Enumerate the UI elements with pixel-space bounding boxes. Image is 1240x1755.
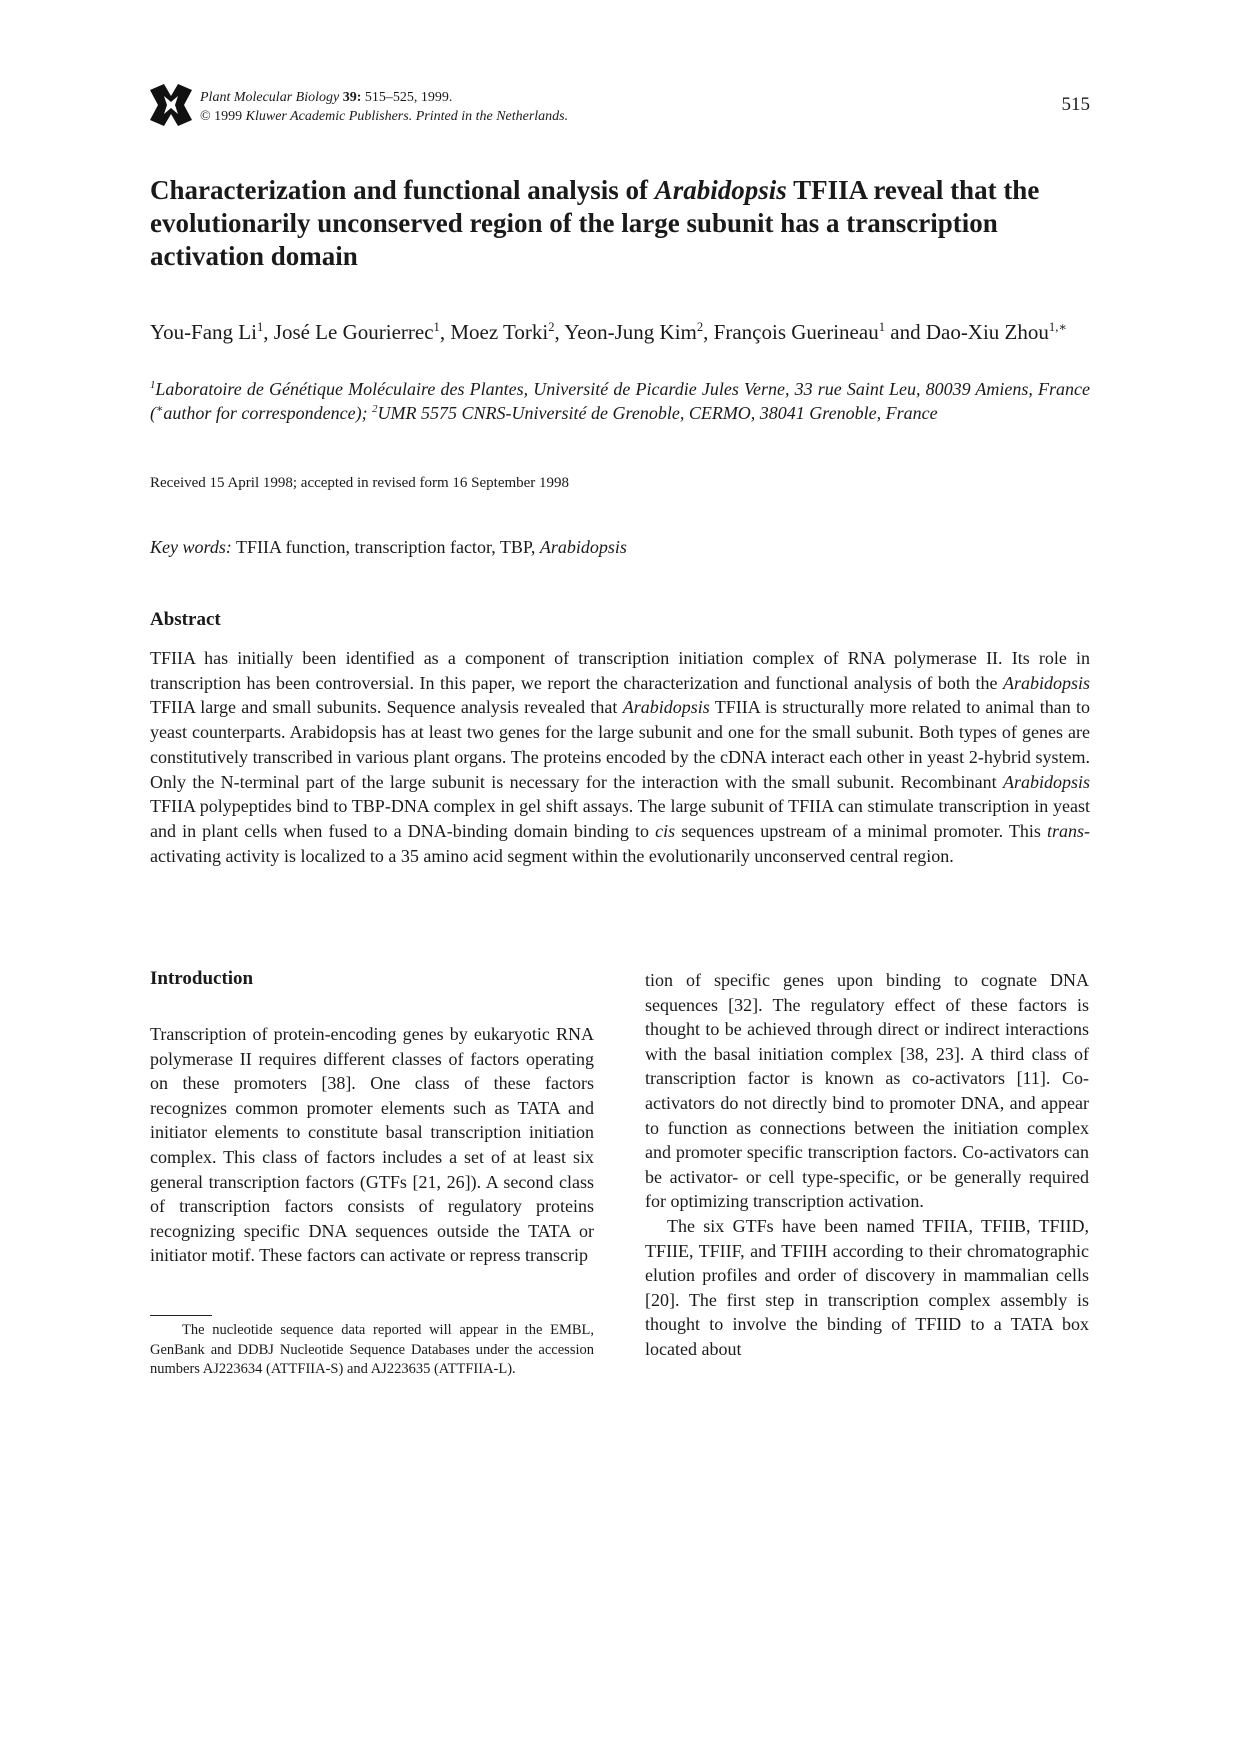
affil-mark-1: 1 <box>150 379 156 391</box>
author <box>450 320 554 344</box>
abstract-italic-term: cis <box>655 820 676 841</box>
abstract-italic-term: Arabidopsis <box>622 697 710 718</box>
author <box>274 320 440 344</box>
intro-paragraph: The six GTFs have been named TFIIA, TFIIB, TFIID, TFIIE, TFIIF, and TFIIH according to their chromatographic elution profiles and order of discovery in mammalian cells [20]. The first step in transcription complex assembly is thought to involve the binding of TFIID to a TATA box located about <box>645 1215 1089 1359</box>
copyright-symbol: © <box>200 109 211 124</box>
page-number: 515 <box>1061 94 1090 115</box>
author-separator: and <box>885 320 926 344</box>
keywords-label: Key words: <box>150 537 232 557</box>
author-name: You-Fang Li <box>150 320 257 344</box>
publisher-logo-icon <box>150 82 192 128</box>
author-name: Dao-Xiu Zhou <box>925 320 1049 344</box>
abstract-italic-term: trans <box>1046 820 1084 841</box>
author <box>926 320 1067 344</box>
journal-line-1 <box>200 88 568 107</box>
title-part-1: Characterization and functional analysis of <box>150 175 655 205</box>
author-affil-mark: 1 <box>878 320 885 334</box>
author <box>150 320 263 344</box>
author-name: Yeon-Jung Kim <box>564 320 697 344</box>
abstract-text: sequences upstream of a minimal promoter. This <box>675 820 1047 841</box>
abstract-italic-term: Arabidopsis <box>1002 771 1090 792</box>
journal-volume: 39: <box>342 90 362 105</box>
journal-pages: 515–525, 1999. <box>364 90 453 105</box>
affil-text-2: author for correspondence); <box>163 403 373 423</box>
footnote-rule <box>150 1315 212 1316</box>
author <box>714 320 885 344</box>
abstract-text: TFIIA is structurally more related to animal than to yeast counterparts. Arabidopsis has at least two genes for the large subunit and one for the small subunit. Both types of genes are constitutively transcribed in various plant organs. The proteins encoded by the cDNA interact each other in yeast 2-hybrid system. Only the N-terminal part of the large subunit is necessary for the interaction with the small subunit. Recombinant <box>150 697 1090 792</box>
author-name: José Le Gourierrec <box>273 320 434 344</box>
title-italic: Arabidopsis <box>654 175 787 205</box>
publisher-logo-graphic <box>150 82 192 128</box>
abstract-text: -activating activity is localized to a 35 amino acid segment within the evolutionarily unconserved central region. <box>150 820 1090 866</box>
author-separator: , <box>554 320 565 344</box>
copyright-year: 1999 <box>214 109 243 124</box>
abstract-italic-term: Arabidopsis <box>1002 672 1090 693</box>
journal-line-2 <box>200 107 568 126</box>
abstract-text: TFIIA has initially been identified as a component of transcription initiation complex of RNA polymerase II. Its role in transcription has been controversial. In this paper, we report the characterization and functional analysis of both the <box>150 648 1090 693</box>
author-affil-mark: 1 <box>256 320 264 334</box>
author <box>564 320 703 344</box>
affiliations <box>150 377 1090 425</box>
keywords-italic: Arabidopsis <box>539 537 627 557</box>
author-name: François Guerineau <box>713 320 879 344</box>
printed-location: Printed in the Netherlands. <box>415 109 569 124</box>
abstract-text: TFIIA polypeptides bind to TBP-DNA complex in gel shift assays. The large subunit of TFIIA can stimulate transcription in yeast and in plant cells when fused to a DNA-binding domain binding to <box>150 796 1090 841</box>
author-affil-mark: 1 <box>433 320 440 334</box>
author-separator: , <box>263 320 274 344</box>
intro-right-column <box>645 968 1089 1362</box>
paper-title <box>150 174 1100 273</box>
intro-paragraph: Transcription of protein-encoding genes by eukaryotic RNA polymerase II requires different classes of factors operating on these promoters [38]. One class of these factors recognizes common promoter elements such as TATA and initiator elements to constitute basal transcription initiation complex. This class of factors includes a set of at least six general transcription factors (GTFs [21, 26]). A second class of transcription factors consists of regulatory proteins recognizing specific DNA sequences outside the TATA or initiator motif. These factors can activate or repress transcrip <box>150 1024 594 1266</box>
abstract-heading: Abstract <box>150 609 221 630</box>
affil-text-1: Laboratoire de Génétique Moléculaire des Plantes, Université de Picardie Jules Verne, 33 rue Saint Leu, 80039 Amiens, France ( <box>150 379 1090 423</box>
author-separator: , <box>703 320 714 344</box>
author-list <box>150 318 1090 346</box>
author-affil-mark: 2 <box>696 320 704 334</box>
affil-mark-2: 2 <box>372 403 378 415</box>
received-dates: Received 15 April 1998; accepted in revised form 16 September 1998 <box>150 475 570 491</box>
correspondence-mark: ∗ <box>156 403 164 415</box>
abstract-text: TFIIA large and small subunits. Sequence analysis revealed that <box>150 697 623 718</box>
abstract-body <box>150 646 1090 868</box>
intro-left-column <box>150 1022 594 1268</box>
author-name: Moez Torki <box>450 320 549 344</box>
intro-paragraph: tion of specific genes upon binding to cognate DNA sequences [32]. The regulatory effect of these factors is thought to be achieved through direct or indirect interactions with the basal initiation complex [38, 23]. A third class of transcription factor is known as co-activators [11]. Co-activators do not directly bind to promoter DNA, and appear to function as connections between the initiation complex and promoter specific transcription factors. Co-activators can be activator- or cell type-specific, or be generally required for optimizing transcription activation. <box>645 970 1089 1212</box>
author-affil-mark: 2 <box>548 320 555 334</box>
author-affil-mark: 1,∗ <box>1048 320 1067 334</box>
publisher-name: Kluwer Academic Publishers. <box>245 109 413 124</box>
footnote: The nucleotide sequence data reported will appear in the EMBL, GenBank and DDBJ Nucleotide Sequence Databases under the accession numbers AJ223634 (ATTFIIA-S) and AJ223635 (ATTFIIA-L). <box>150 1322 594 1377</box>
introduction-heading: Introduction <box>150 968 254 989</box>
journal-citation <box>200 88 568 126</box>
journal-name: Plant Molecular Biology <box>200 90 340 105</box>
title-part-2: TFIIA reveal that the evolutionarily unconserved region of the large subunit has a transcription activation domain <box>150 175 1040 271</box>
author-separator: , <box>439 320 451 344</box>
keywords-text: TFIIA function, transcription factor, TBP, <box>231 537 540 557</box>
keywords <box>150 537 627 558</box>
affil-text-3: UMR 5575 CNRS-Université de Grenoble, CERMO, 38041 Grenoble, France <box>377 403 938 423</box>
